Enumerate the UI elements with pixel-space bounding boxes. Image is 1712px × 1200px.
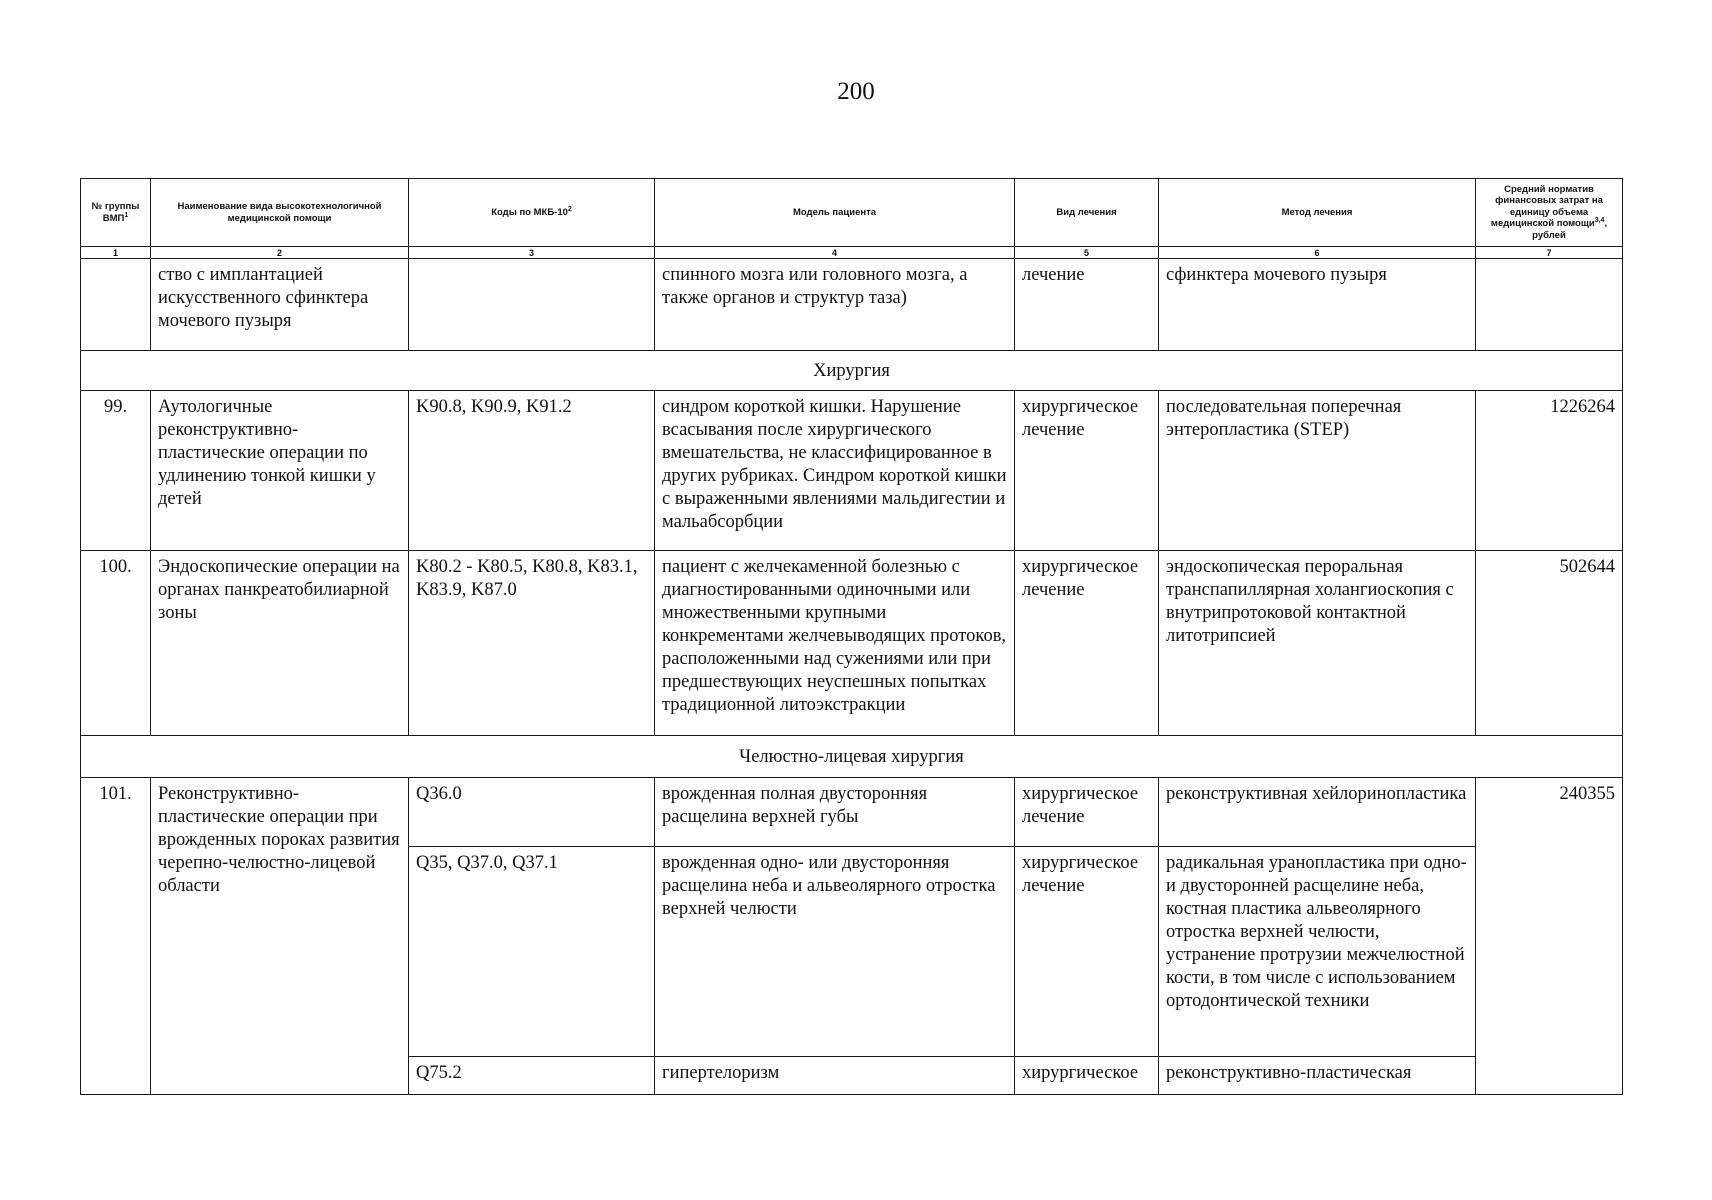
column-number: 2 (151, 247, 409, 259)
header-group: № группы ВМП$^1$ (81, 179, 151, 247)
care-type-cell: Эндоскопические операции на органах панкреатобилиарной зоны (151, 551, 409, 736)
treatment-type-cell: хирургическое лечение (1015, 847, 1159, 1057)
treatment-method-cell: сфинктера мочевого пузыря (1159, 259, 1476, 351)
care-type-cell: Реконструктивно-пластические операции при врожденных пороках развития черепно-челюстно-лицевой области (151, 778, 409, 1095)
patient-model-cell: врожденная полная двусторонняя расщелина верхней губы (655, 778, 1015, 847)
column-number: 6 (1159, 247, 1476, 259)
section-row (81, 736, 1623, 778)
vmp-table (80, 178, 1623, 1095)
section-row (81, 351, 1623, 391)
header-method: Метод лечения (1159, 179, 1476, 247)
group-number-cell: 99. (81, 391, 151, 551)
group-number-cell: 100. (81, 551, 151, 736)
patient-model-cell: пациент с желчекаменной болезнью с диагностированными одиночными или множественными крупными конкрементами желчевыводящих протоков, расположенными над сужениями или при предшествующих неуспешных попытках традиционной литоэкстракции (655, 551, 1015, 736)
column-number: 4 (655, 247, 1015, 259)
column-number: 5 (1015, 247, 1159, 259)
header-treatment: Вид лечения (1015, 179, 1159, 247)
treatment-type-cell: лечение (1015, 259, 1159, 351)
cost-cell (1476, 259, 1623, 351)
patient-model-cell: гипертелоризм (655, 1057, 1015, 1095)
treatment-method-cell: реконструктивно-пластическая (1159, 1057, 1476, 1095)
icd-codes-cell: Q75.2 (409, 1057, 655, 1095)
section-title: Хирургия (81, 351, 1623, 391)
treatment-type-cell: хирургическое лечение (1015, 551, 1159, 736)
group-number-cell (81, 259, 151, 351)
treatment-type-cell: хирургическое лечение (1015, 391, 1159, 551)
care-type-cell: ство с имплантацией искусственного сфинктера мочевого пузыря (151, 259, 409, 351)
table-row (81, 778, 1623, 847)
page-number: 200 (837, 78, 875, 105)
cost-cell: 240355 (1476, 778, 1623, 1095)
treatment-method-cell: последовательная поперечная энтеропластика (STEP) (1159, 391, 1476, 551)
table-row (81, 551, 1623, 736)
treatment-method-cell: радикальная уранопластика при одно- и двусторонней расщелине неба, костная пластика альвеолярного отростка верхней челюсти, устранение протрузии межчелюстной кости, в том числе с использованием ортодонтической техники (1159, 847, 1476, 1057)
treatment-type-cell: хирургическое (1015, 1057, 1159, 1095)
icd-codes-cell (409, 259, 655, 351)
column-number: 7 (1476, 247, 1623, 259)
table-row (81, 259, 1623, 351)
treatment-method-cell: эндоскопическая пероральная транспапиллярная холангиоскопия с внутрипротоковой контактной литотрипсией (1159, 551, 1476, 736)
treatment-method-cell: реконструктивная хейлоринопластика (1159, 778, 1476, 847)
column-number: 3 (409, 247, 655, 259)
group-number-cell: 101. (81, 778, 151, 1095)
column-number: 1 (81, 247, 151, 259)
patient-model-cell: спинного мозга или головного мозга, а также органов и структур таза) (655, 259, 1015, 351)
patient-model-cell: синдром короткой кишки. Нарушение всасывания после хирургического вмешательства, не классифицированное в других рубриках. Синдром короткой кишки с выраженными явлениями мальдигестии и мальабсорбции (655, 391, 1015, 551)
icd-codes-cell: K80.2 - K80.5, K80.8, K83.1, K83.9, K87.0 (409, 551, 655, 736)
icd-codes-cell: Q36.0 (409, 778, 655, 847)
header-model: Модель пациента (655, 179, 1015, 247)
cost-cell: 1226264 (1476, 391, 1623, 551)
treatment-type-cell: хирургическое лечение (1015, 778, 1159, 847)
section-title: Челюстно-лицевая хирургия (81, 736, 1623, 778)
patient-model-cell: врожденная одно- или двусторонняя расщелина неба и альвеолярного отростка верхней челюсти (655, 847, 1015, 1057)
header-codes: Коды по МКБ-$10^2$ (409, 179, 655, 247)
cost-cell: 502644 (1476, 551, 1623, 736)
icd-codes-cell: Q35, Q37.0, Q37.1 (409, 847, 655, 1057)
header-name: Наименование вида высокотехнологичной медицинской помощи (151, 179, 409, 247)
header-row (81, 179, 1623, 247)
column-numbers-row (81, 247, 1623, 259)
icd-codes-cell: K90.8, K90.9, K91.2 (409, 391, 655, 551)
header-cost: Средний норматив финансовых затрат на единицу объема медицинской помощи$^{3,4}$, рублей (1476, 179, 1623, 247)
care-type-cell: Аутологичные реконструктивно-пластические операции по удлинению тонкой кишки у детей (151, 391, 409, 551)
table-row (81, 391, 1623, 551)
